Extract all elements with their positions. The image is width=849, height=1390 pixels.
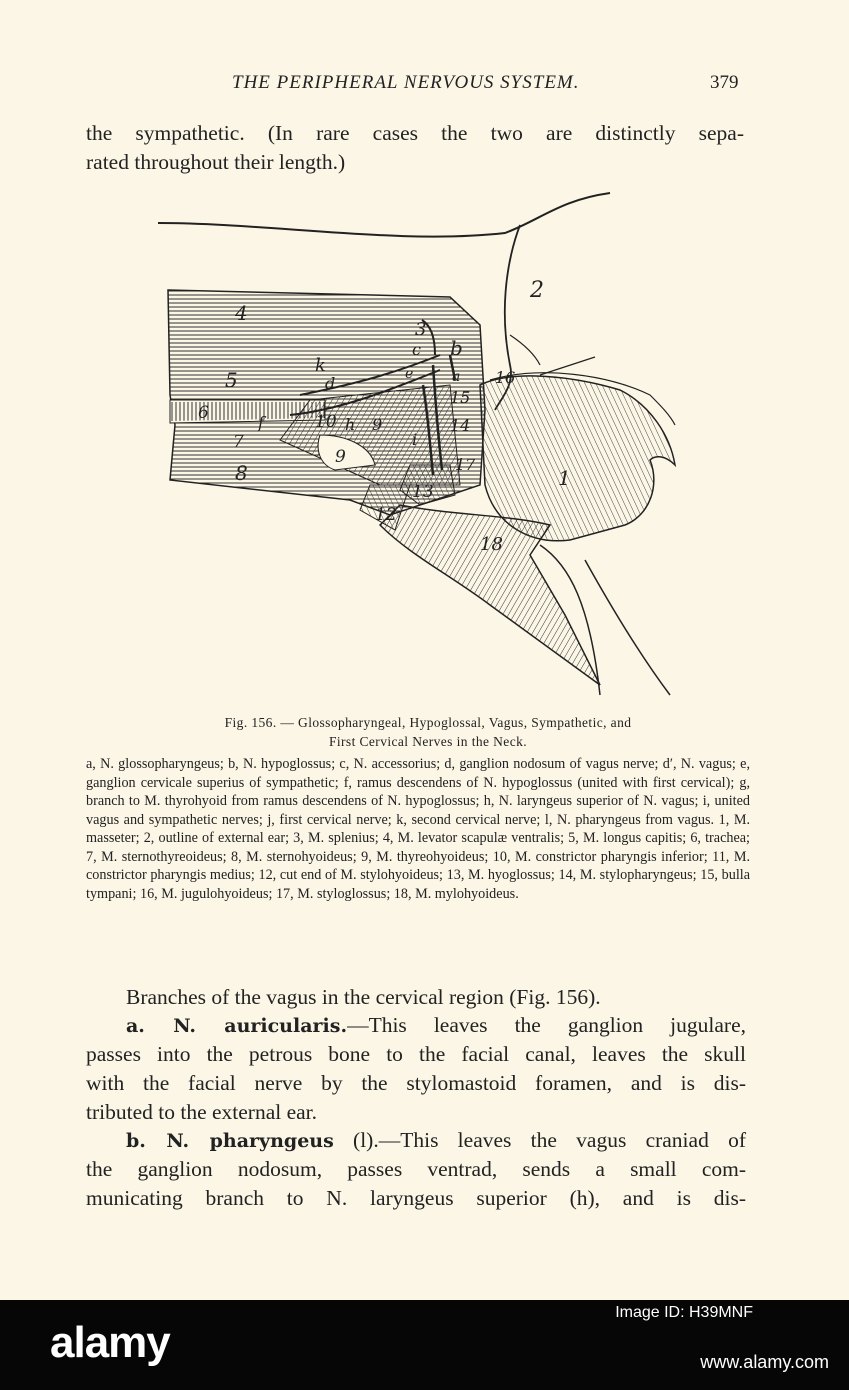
label-c: c [412,340,421,359]
running-head [0,72,849,102]
intro-line-1: the sympathetic. (In rare cases the two are distinctly sepa- [86,121,744,145]
label-d: d [325,374,336,393]
pharyngeus-text: (l).—This leaves the vagus craniad of [333,1128,746,1152]
body-para-3-line-2: the ganglion nodosum, passes ventrad, sends a small com- [86,1157,746,1181]
body-para-2-line-2: passes into the petrous bone to the facial canal, leaves the skull [86,1042,746,1066]
label-i: i [412,430,418,449]
watermark-url: www.alamy.com [700,1352,829,1372]
body-para-2-line-1 [126,1010,746,1042]
label-6: 6 [198,403,209,423]
label-a: a [452,369,461,385]
label-7: 7 [233,432,244,452]
label-k: k [315,355,326,376]
label-14: 14 [450,416,471,435]
label-2: 2 [530,278,544,303]
intro-line-2: rated throughout their length.) [86,150,346,174]
label-f: f [258,413,264,432]
caption-line-2: First Cervical Nerves in the Neck. [328,734,528,749]
label-18: 18 [480,534,503,555]
figure-caption [110,713,746,751]
label-16: 16 [495,368,516,387]
watermark-footer [0,1300,849,1390]
alamy-logo: alamy [50,1318,170,1367]
body-para-3-line-1 [126,1125,746,1157]
anatomical-illustration [150,185,695,705]
figure-legend: a, N. glossopharyngeus; b, N. hypoglossus; c, N. accessorius; d, ganglion nodosum of vagus nerve; d′, N. vagus; e, ganglion cervicale superius of sympathetic; f, ramus descendens of N. hypoglossus (united with first cervical); g, branch to M. thyrohyoid from ramus descendens of N. hypoglossus; h, N. laryngeus superior of N. vagus; i, united vagus and sympathetic nerves; j, first cervical nerve; k, second cervical nerve; l, N. pharyngeus from vagus. 1, M. masseter; 2, outline of external ear; 3, M. splenius; 4, M. levator scapulæ ventralis; 5, M. longus capitis; 6, trachea; 7, M. sternothyreoideus; 8, M. sternohyoideus; 9, M. thyreohyoideus; 10, M. constrictor pharyngis inferior; 11, M. constrictor pharyngis medius; 12, cut end of M. stylohyoideus; 13, M. hyoglossus; 14, M. stylopharyngeus; 15, bulla tympani; 16, M. jugulohyoideus; 17, M. styloglossus; 18, M. mylohyoideus. [86,756,750,902]
page-number: 379 [710,72,739,93]
label-9-lower: 9 [335,447,346,467]
body-para-2-line-4: tributed to the external ear. [86,1100,318,1124]
running-title: THE PERIPHERAL NERVOUS SYSTEM. [232,72,580,93]
label-17: 17 [455,455,476,474]
label-e: e [405,366,414,382]
label-9: 9 [372,415,383,434]
label-13: 13 [412,482,434,502]
auricularis-heading: a. N. auricularis. [126,1015,348,1037]
body-para-2-line-3: with the facial nerve by the stylomastoid foramen, and is dis- [86,1071,746,1095]
caption-line-1: Fig. 156. — Glossopharyngeal, Hypoglossal, Vagus, Sympathetic, and [224,715,632,730]
label-1: 1 [558,466,571,490]
label-b: b [450,336,463,360]
image-id: Image ID: H39MNF [615,1304,753,1321]
pharyngeus-heading: b. N. pharyngeus [126,1130,334,1152]
illustration-svg [150,185,695,705]
auricularis-text: —This leaves the ganglion jugulare, [347,1013,746,1037]
label-12: 12 [375,505,397,525]
label-3: 3 [415,319,427,340]
label-10: 10 [315,412,337,432]
label-8: 8 [235,461,248,485]
label-h: h [345,415,356,434]
label-4: 4 [235,301,248,325]
label-5: 5 [225,368,238,392]
body-para-1: Branches of the vagus in the cervical region (Fig. 156). [126,985,601,1009]
label-15: 15 [450,388,471,407]
body-para-3-line-3: municating branch to N. laryngeus superior (h), and is dis- [86,1186,746,1210]
